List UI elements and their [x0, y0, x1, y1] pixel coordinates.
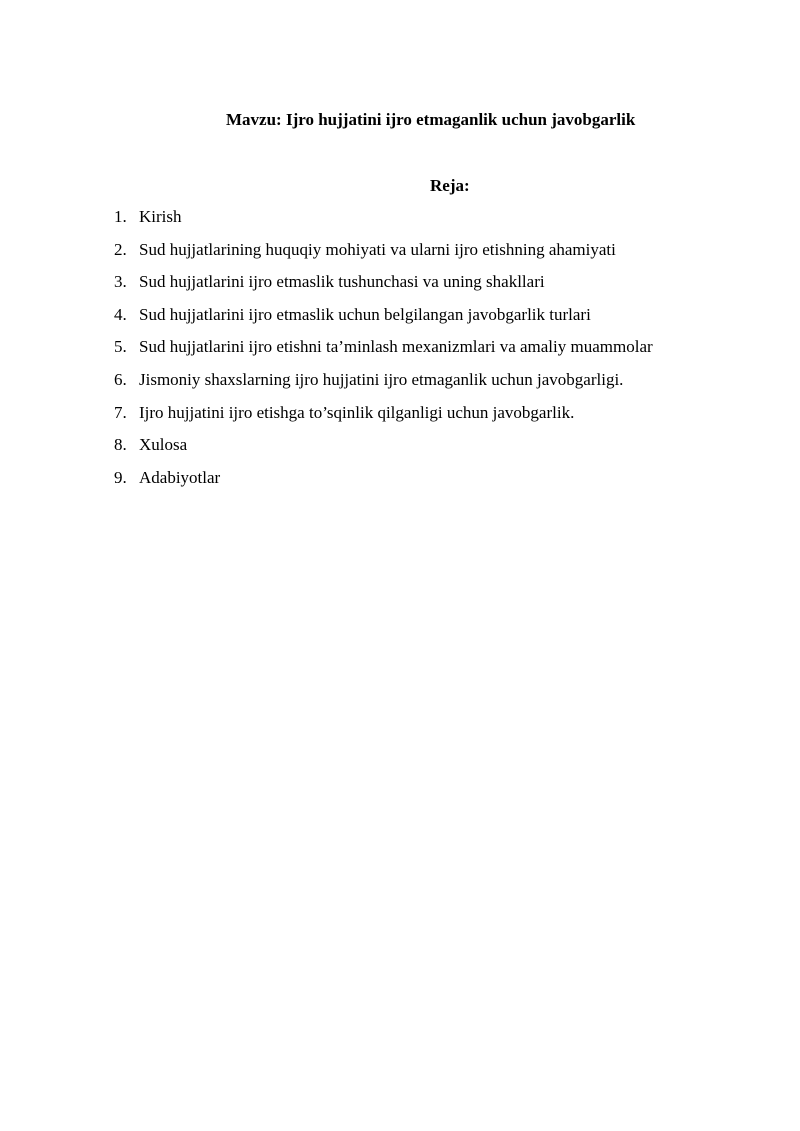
plan-item-2	[114, 239, 653, 272]
document-title: Mavzu: Ijro hujjatini ijro etmaganlik uchun javobgarlik	[226, 110, 636, 129]
plan-item-3	[114, 271, 653, 304]
plan-item-5	[114, 336, 653, 369]
plan-item-9	[114, 467, 653, 500]
plan-item-text: Jismoniy shaxslarning ijro hujjatini ijro etmaganlik uchun javobgarligi.	[139, 369, 624, 389]
plan-item-text: Ijro hujjatini ijro etishga to’sqinlik qilganligi uchun javobgarlik.	[139, 402, 575, 422]
plan-item-text: Sud hujjatlarini ijro etishni ta’minlash mexanizmlari va amaliy muammolar	[139, 337, 653, 357]
plan-item-1	[114, 206, 653, 239]
plan-item-number: 9.	[114, 467, 127, 487]
plan-item-number: 8.	[114, 435, 127, 455]
plan-item-text: Sud hujjatlarini ijro etmaslik tushunchasi va uning shakllari	[139, 272, 545, 292]
plan-item-number: 6.	[114, 369, 127, 389]
plan-list	[114, 206, 653, 499]
plan-heading: Reja:	[430, 176, 470, 195]
plan-item-number: 4.	[114, 304, 127, 324]
plan-item-8	[114, 434, 653, 467]
plan-item-number: 1.	[114, 207, 127, 226]
plan-item-text: Sud hujjatlarini ijro etmaslik uchun belgilangan javobgarlik turlari	[139, 304, 591, 324]
plan-item-number: 7.	[114, 402, 127, 422]
plan-item-7	[114, 402, 653, 435]
plan-item-text: Adabiyotlar	[139, 467, 221, 487]
plan-item-text: Xulosa	[139, 435, 188, 455]
plan-item-text: Kirish	[139, 207, 182, 226]
plan-item-text: Sud hujjatlarining huquqiy mohiyati va ularni ijro etishning ahamiyati	[139, 239, 616, 259]
plan-item-4	[114, 304, 653, 337]
plan-item-6	[114, 369, 653, 402]
plan-item-number: 5.	[114, 337, 127, 357]
plan-item-number: 2.	[114, 239, 127, 259]
plan-item-number: 3.	[114, 272, 127, 292]
